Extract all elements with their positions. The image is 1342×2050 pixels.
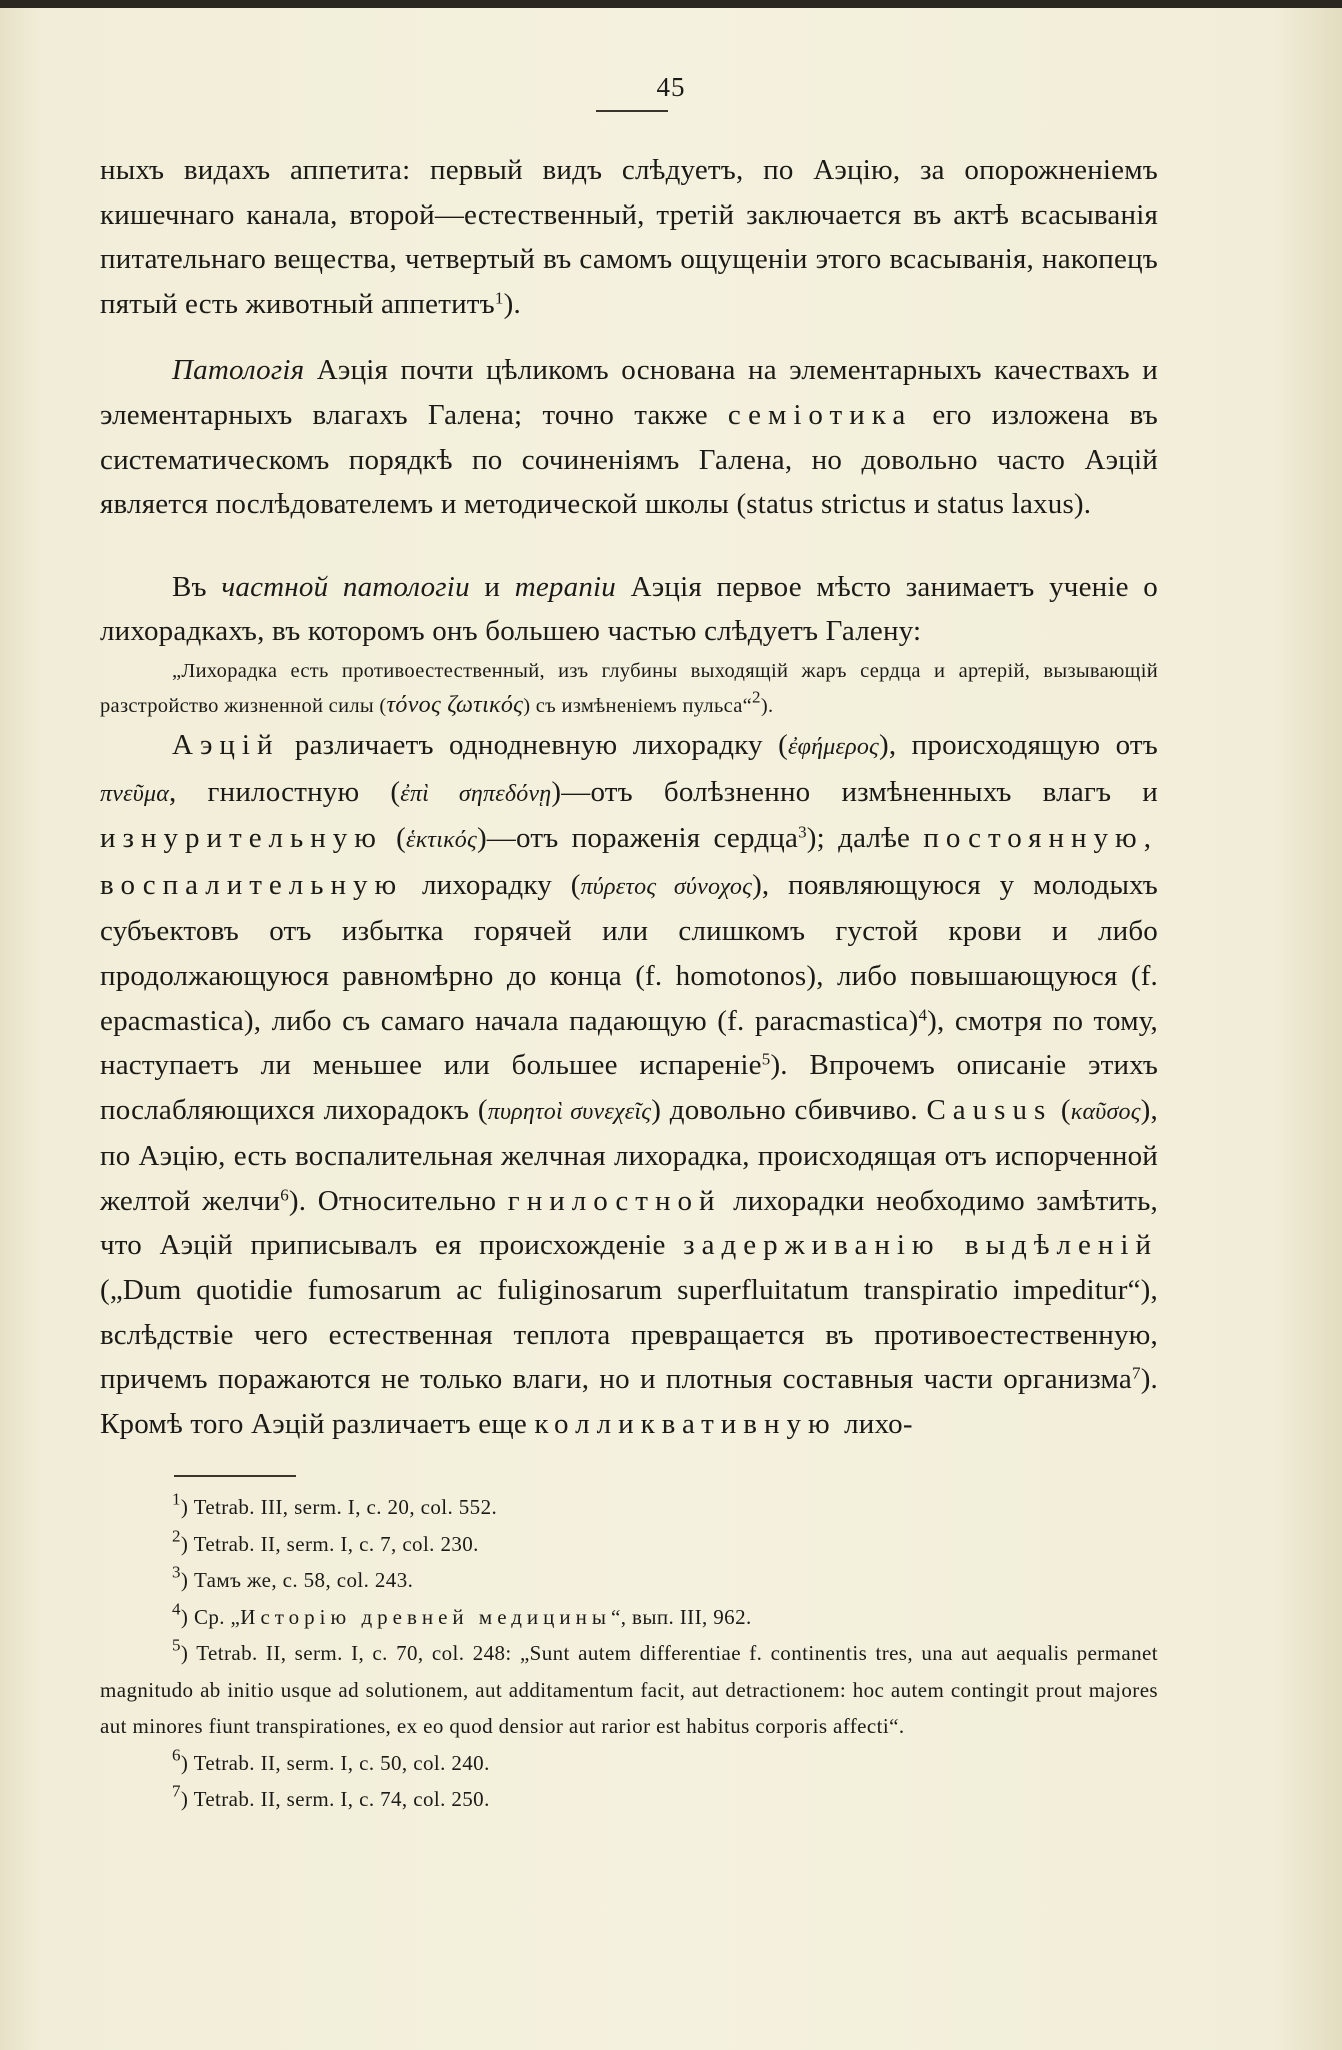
- spaced-term: колликвативную: [534, 1407, 837, 1440]
- paragraph-3: [100, 565, 1158, 654]
- paragraph-2-text-b: его изложена въ систематическомъ порядкѣ по сочиненіямъ Галена, но довольно часто Аэцій является послѣдователемъ и методической школы (status strictus и status laxus).: [100, 398, 1158, 521]
- footnote-mark: 5: [172, 1635, 181, 1655]
- paragraph-1-text: ныхъ видахъ аппетита: первый видъ слѣдуетъ, по Аэцію, за опорожненіемъ кишечнаго канала, второй—естественный, третій заключается въ актѣ всасыванія питательнаго вещества, четвертый въ самомъ ощущеніи этого всасыванія, накопецъ пятый есть животный аппетитъ: [100, 154, 1158, 320]
- greek-term: ἐπὶ σηπεδόνῃ: [400, 780, 552, 807]
- page-number-rule: [596, 110, 668, 112]
- main-text: [100, 148, 1158, 1446]
- footnote-text: ) Тамъ же, c. 58, col. 243.: [180, 1568, 414, 1592]
- spaced-term: гнилостной: [507, 1184, 722, 1217]
- paragraph-1: [100, 148, 1158, 326]
- footnote-ref: 5: [761, 1049, 771, 1069]
- fever-definition-quote: [100, 654, 1158, 723]
- footnote-3: [100, 1562, 1158, 1599]
- paragraph-4-text: ), появляющуюся у молодыхъ субъектовъ отъ избытка горячей или слишкомъ густой крови и либо продолжающуюся равномѣрно до конца (f. homotonos), либо повышающуюся (f. epacmastica), либо съ самаго начала падающую (f. paracmastica): [100, 868, 1158, 1037]
- greek-term: πυρητοὶ συνεχεῖς: [487, 1098, 652, 1125]
- paragraph-4-text: ), смотря по тому, наступаетъ ли меньшее или большее испареніе: [100, 1004, 1158, 1082]
- paragraph-4-text: лихо-: [836, 1407, 913, 1440]
- paragraph-4-text: )—отъ болѣзненно измѣненныхъ влагъ и: [551, 775, 1158, 808]
- greek-term: ἑκτικός: [406, 827, 477, 854]
- paragraph-4-text: ) довольно сбивчиво.: [651, 1093, 927, 1126]
- footnote-mark: 3: [172, 1562, 181, 1582]
- page-number: 45: [656, 72, 686, 102]
- footnote-ref: 4: [918, 1005, 928, 1025]
- quote-text-b: ) съ измѣненіемъ пульса“: [523, 694, 753, 717]
- scan-edge: [0, 0, 1342, 8]
- paragraph-3-text-b: и: [469, 570, 515, 603]
- footnote-2: [100, 1526, 1158, 1563]
- footnote-mark: 7: [172, 1781, 181, 1801]
- footnote-separator: [174, 1475, 296, 1477]
- paragraph-2-text-a: Аэція почти цѣликомъ основана на элементарныхъ качествахъ и элементарныхъ влагахъ Галена; точно также: [100, 354, 1158, 431]
- greek-term: πνεῦμα: [100, 780, 169, 807]
- footnote-text: ) Tetrab. II, serm. I, c. 7, col. 230.: [180, 1531, 479, 1556]
- footnote-mark: 4: [172, 1599, 181, 1619]
- greek-term: πύρετος σύνοχος: [580, 873, 753, 900]
- footnote-mark: 2: [172, 1526, 181, 1546]
- paragraph-4-text: (: [1052, 1093, 1071, 1126]
- footnote-1: [100, 1489, 1158, 1526]
- paragraph-3-italic-1: частной патологіи: [221, 570, 470, 603]
- footnote-mark: 6: [172, 1745, 181, 1765]
- paragraph-3-text-c: Аэція первое мѣсто занимаетъ ученіе о лихорадкахъ, въ которомъ онъ большею частью слѣдуетъ Галену:: [100, 570, 1158, 648]
- footnote-ref: 3: [798, 822, 807, 842]
- footnote-spaced-title: Исторію древней медицины: [240, 1604, 611, 1629]
- footnote-ref: 6: [280, 1185, 289, 1205]
- footnote-text: ) Ср. „: [180, 1604, 241, 1629]
- paragraph-4-text: , гнилостную (: [169, 775, 401, 808]
- footnote-4: [100, 1599, 1158, 1636]
- paragraph-4-text: ); далѣе: [806, 822, 924, 855]
- footnote-6: [100, 1745, 1158, 1782]
- footnote-text: ) Tetrab. II, serm. I, c. 50, col. 240.: [180, 1750, 490, 1775]
- paragraph-4-text: ), происходящую отъ: [878, 728, 1158, 761]
- footnote-5: [100, 1635, 1158, 1745]
- paragraph-3-text-a: Въ: [172, 570, 222, 603]
- quote-text-a: „Лихорадка есть противоестественный, изъ глубины выходящій жаръ сердца и артерій, вызывающій разстройство жизненной силы (: [100, 659, 1158, 717]
- footnote-text: ) Tetrab. II, serm. I, c. 74, col. 250.: [180, 1787, 490, 1811]
- spaced-term: задерживанію выдѣленій: [683, 1229, 1158, 1262]
- paragraph-2: [100, 348, 1158, 526]
- footnote-mark: 1: [172, 1489, 181, 1509]
- footnote-ref: 1: [494, 288, 504, 308]
- greek-term: ἐφήμερος: [787, 733, 879, 760]
- paragraph-1-end: ).: [503, 287, 521, 320]
- paragraph-4-text: )—отъ пораженія сердца: [476, 822, 799, 855]
- footnotes: [100, 1489, 1158, 1818]
- paragraph-3-italic-2: терапіи: [514, 570, 616, 603]
- footnote-text: ) Tetrab. III, serm. I, c. 20, col. 552.: [180, 1495, 498, 1519]
- spaced-term: Аэцій: [172, 728, 280, 761]
- footnote-ref: 7: [1131, 1363, 1141, 1383]
- paragraph-4-text: (: [382, 822, 407, 855]
- spaced-term: постоянную, воспалительную: [100, 822, 1158, 901]
- footnote-ref: 2: [752, 687, 761, 707]
- paragraph-4-text: ). Впрочемъ описаніе этихъ послабляющихся лихорадокъ (: [100, 1049, 1159, 1126]
- paragraph-2-spaced: семіотика: [727, 398, 913, 431]
- quote-end: ).: [760, 694, 774, 717]
- spaced-term: Causus: [926, 1093, 1053, 1126]
- paragraph-4-text: ). Относительно: [288, 1184, 508, 1217]
- footnote-text: ) Tetrab. II, serm. I, c. 70, col. 248: „Sunt autem differentiae f. continentis tres, una aut aequalis permanet magnitudo ab initio usque ad solutionem, aut additamentum facit, aut detractionem: hoc autem contingit prout majores aut minores fiunt transpirationes, ex eo quod densior aut rarior est habitus corporis affecti“.: [100, 1641, 1158, 1738]
- footnote-text: “, вып. III, 962.: [611, 1604, 752, 1629]
- greek-term: καῦσος: [1070, 1098, 1141, 1125]
- paragraph-4-text: различаетъ однодневную лихорадку (: [279, 728, 788, 761]
- paragraph-4-text: лихорадку (: [403, 868, 581, 901]
- paragraph-4-text: ). Кромѣ того Аэцій различаетъ еще: [100, 1363, 1158, 1440]
- paragraph-4: [100, 723, 1158, 1447]
- paragraph-4-text: („Dum quotidie fumosarum ac fuliginosarum superfluitatum transpiratio impeditur“), вслѣдствіе чего естественная теплота превращается въ противоестественную, причемъ поражаются не только влаги, но и плотныя составныя части организма: [100, 1274, 1158, 1396]
- paragraph-2-italic: Патологія: [172, 354, 305, 387]
- paragraph-4-text: лихорадки необходимо замѣтить, что Аэцій приписывалъ ея происхожденіе: [100, 1184, 1158, 1262]
- spaced-term: изнурительную: [100, 822, 383, 855]
- paragraph-4-text: ), по Аэцію, есть воспалительная желчная лихорадка, происходящая отъ испорченной желтой желчи: [100, 1093, 1158, 1217]
- footnote-7: [100, 1781, 1158, 1818]
- quote-greek: τόνος ζωτικός: [386, 691, 524, 718]
